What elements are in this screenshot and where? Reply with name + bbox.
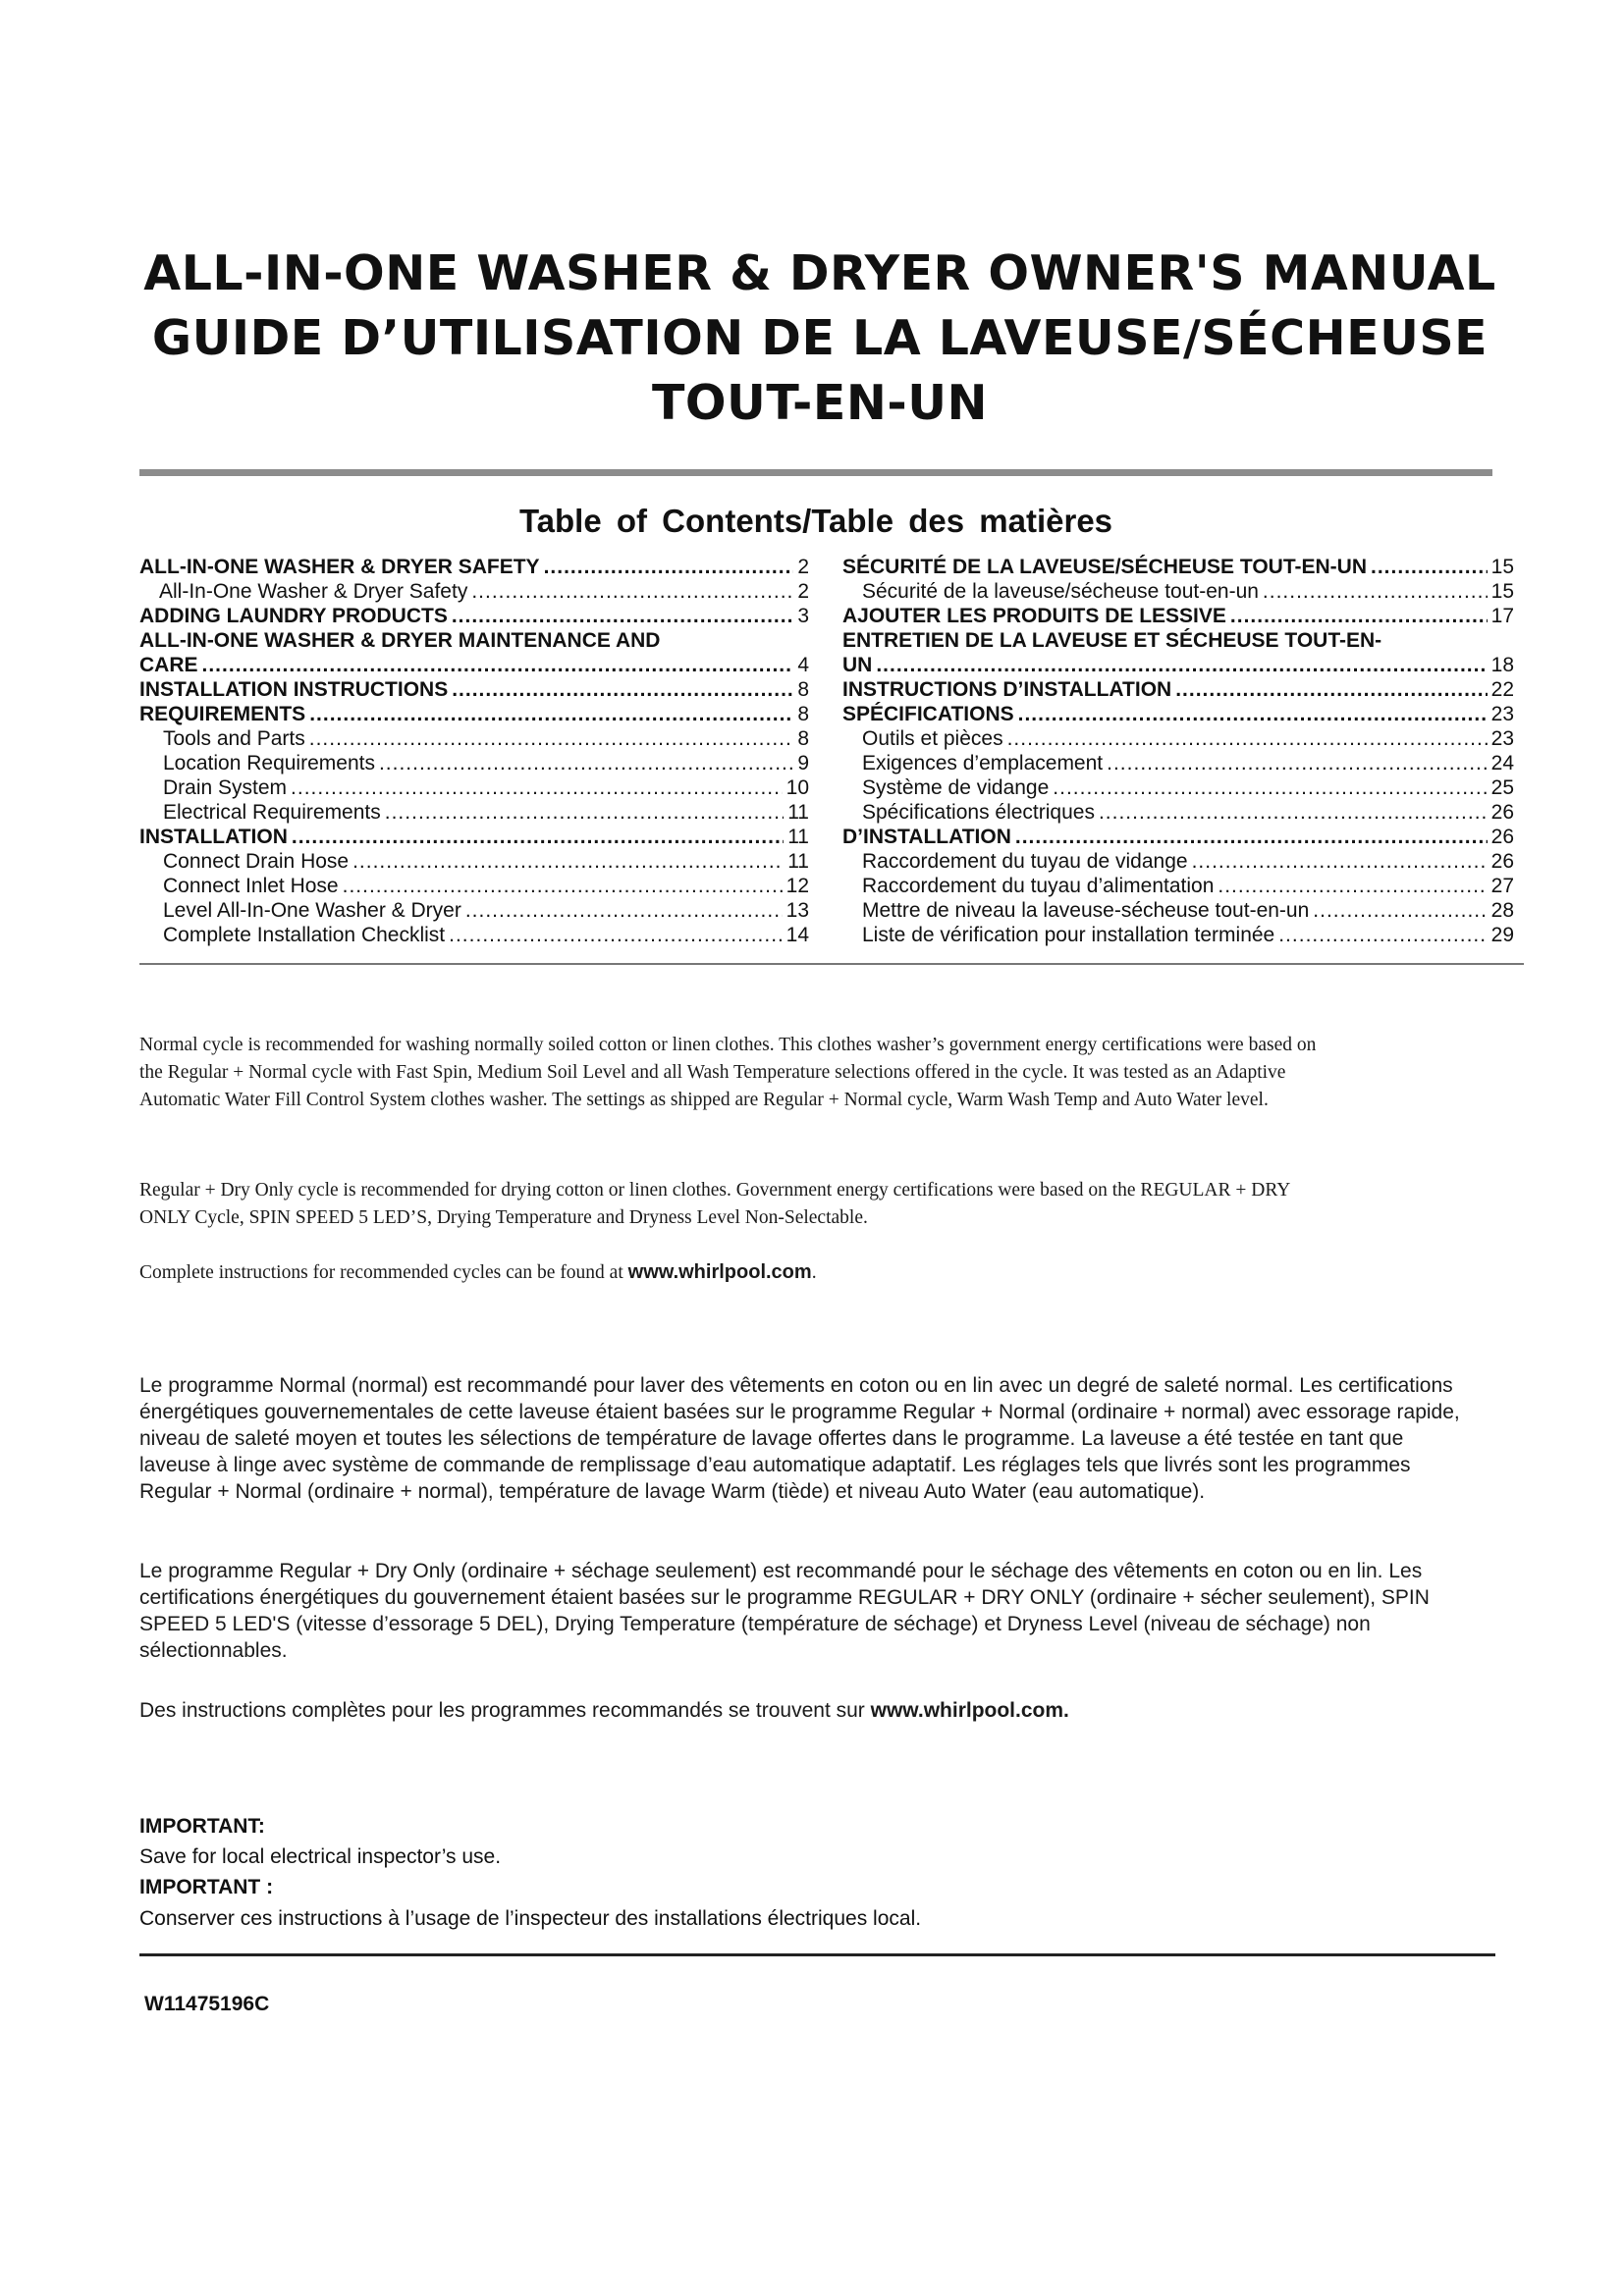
- french-normal-cycle-note: Le programme Normal (normal) est recommandé pour laver des vêtements en coton ou en lin avec un degré de saleté normal. Les certifications énergétiques gouvernementales de cette laveuse étaient basées sur le programme Regular + Normal (ordinaire + normal) avec essorage rapide, niveau de saleté moyen et toutes les sélections de température de lavage offertes dans le programme. La laveuse a été testée en tant que laveuse à linge avec système de commande de remplissage d’eau automatique adaptatif. Les réglages tels que livrés sont les programmes Regular + Normal (ordinaire + normal), température de lavage Warm (tiède) et niveau Auto Water (eau automatique).: [139, 1374, 1460, 1503]
- toc-entry[interactable]: ALL-IN-ONE WASHER & DRYER SAFETY ..... 2: [139, 555, 809, 579]
- toc-entry[interactable]: Complete Installation Checklist ..... 14: [139, 923, 809, 947]
- toc-entry[interactable]: Tools and Parts ..... 8: [139, 726, 809, 751]
- toc-page-number: 8: [797, 678, 809, 701]
- toc-page-number: 8: [797, 703, 809, 725]
- toc-entry[interactable]: All-In-One Washer & Dryer Safety ..... 2: [139, 579, 809, 604]
- english-normal-cycle-note: Normal cycle is recommended for washing normally soiled cotton or linen clothes. This clothes washer’s government energy certifications were based on the Regular + Normal cycle with Fast Spin, Medium Soil Level and all Wash Temperature selections offered in the cycle. It was tested as an Adaptive Automatic Water Fill Control System clothes washer. The settings as shipped are Regular + Normal cycle, Warm Wash Temp and Auto Water level.: [139, 1035, 1317, 1110]
- french-instructions-note: Des instructions complètes pour les programmes recommandés se trouvent sur www.whirlpool.com.: [139, 1699, 1069, 1722]
- toc-entry[interactable]: CARE ..... 4: [139, 653, 809, 677]
- toc-entry[interactable]: Outils et pièces ..... 23: [842, 726, 1514, 751]
- toc-page-number: 13: [785, 899, 809, 922]
- important-text-fr: Conserver ces instructions à l’usage de l’inspecteur des installations électriques local.: [139, 1907, 922, 1930]
- toc-entry[interactable]: Connect Inlet Hose ..... 12: [139, 874, 809, 898]
- toc-entry[interactable]: Level All-In-One Washer & Dryer ..... 13: [139, 898, 809, 923]
- footer-divider: [139, 1953, 1495, 1956]
- toc-entry[interactable]: UN ..... 18: [842, 653, 1514, 677]
- toc-page-number: 18: [1490, 654, 1514, 676]
- title-line-english: ALL-IN-ONE WASHER & DRYER OWNER'S MANUAL: [143, 245, 1496, 301]
- toc-entry[interactable]: Exigences d’emplacement ..... 24: [842, 751, 1514, 775]
- toc-page-number: 26: [1490, 826, 1514, 848]
- toc-entry[interactable]: SÉCURITÉ DE LA LAVEUSE/SÉCHEUSE TOUT-EN-UN ..... 15: [842, 555, 1514, 579]
- toc-entry[interactable]: INSTRUCTIONS D’INSTALLATION ..... 22: [842, 677, 1514, 702]
- toc-page-number: 26: [1490, 850, 1514, 873]
- english-instructions-note: Complete instructions for recommended cycles can be found at www.whirlpool.com.: [139, 1261, 817, 1283]
- french-dry-cycle-note: Le programme Regular + Dry Only (ordinaire + séchage seulement) est recommandé pour le séchage des vêtements en coton ou en lin. Les certifications énergétiques du gouvernement étaient basées sur le programme REGULAR + DRY ONLY (ordinaire + sécher seulement), SPIN SPEED 5 LED'S (vitesse d’essorage 5 DEL), Drying Temperature (température de séchage) et Dryness Level (niveau de séchage) non sélectionnables.: [139, 1560, 1430, 1662]
- toc-english-column: [139, 555, 809, 947]
- toc-divider: [139, 963, 1524, 965]
- important-text-en: Save for local electrical inspector’s use.: [139, 1845, 502, 1868]
- english-dry-cycle-note: Regular + Dry Only cycle is recommended for drying cotton or linen clothes. Government energy certifications were based on the REGULAR + DRY ONLY Cycle, SPIN SPEED 5 LED’S, Drying Temperature and Dryness Level Non-Selectable.: [139, 1180, 1290, 1228]
- toc-page-number: 10: [785, 776, 809, 799]
- toc-entry[interactable]: Electrical Requirements ..... 11: [139, 800, 809, 825]
- toc-page-number: 23: [1490, 727, 1514, 750]
- toc-entry[interactable]: Liste de vérification pour installation terminée ..... 29: [842, 923, 1514, 947]
- toc-page-number: 15: [1490, 580, 1514, 603]
- toc-page-number: 2: [797, 556, 809, 578]
- toc-entry[interactable]: Raccordement du tuyau d’alimentation ..... 27: [842, 874, 1514, 898]
- toc-entry[interactable]: Système de vidange ..... 25: [842, 775, 1514, 800]
- toc-page-number: 4: [797, 654, 809, 676]
- toc-page-number: 8: [797, 727, 809, 750]
- toc-french-column: [842, 555, 1514, 947]
- toc-entry[interactable]: Raccordement du tuyau de vidange ..... 26: [842, 849, 1514, 874]
- toc-page-number: 22: [1490, 678, 1514, 701]
- toc-page-number: 11: [787, 801, 809, 824]
- toc-entry[interactable]: AJOUTER LES PRODUITS DE LESSIVE ..... 17: [842, 604, 1514, 628]
- toc-entry[interactable]: ALL-IN-ONE WASHER & DRYER MAINTENANCE AND: [139, 629, 661, 652]
- title-divider: [139, 469, 1492, 476]
- toc-page-number: 24: [1490, 752, 1514, 774]
- toc-entry[interactable]: ADDING LAUNDRY PRODUCTS ..... 3: [139, 604, 809, 628]
- toc-page-number: 3: [797, 605, 809, 627]
- toc-entry[interactable]: Mettre de niveau la laveuse-sécheuse tout-en-un ..... 28: [842, 898, 1514, 923]
- toc-entry[interactable]: REQUIREMENTS ..... 8: [139, 702, 809, 726]
- toc-page-number: 27: [1490, 875, 1514, 897]
- important-heading-fr: IMPORTANT :: [139, 1876, 274, 1898]
- toc-page-number: 26: [1490, 801, 1514, 824]
- important-heading-en: IMPORTANT:: [139, 1815, 265, 1838]
- toc-heading: Table of Contents/Table des matières: [518, 503, 1113, 539]
- toc-entry[interactable]: Sécurité de la laveuse/sécheuse tout-en-un ..... 15: [842, 579, 1514, 604]
- toc-entry[interactable]: INSTALLATION INSTRUCTIONS ..... 8: [139, 677, 809, 702]
- toc-page-number: 2: [797, 580, 809, 603]
- toc-entry[interactable]: ENTRETIEN DE LA LAVEUSE ET SÉCHEUSE TOUT-EN-: [842, 629, 1382, 652]
- website-link-en[interactable]: www.whirlpool.com: [627, 1261, 812, 1283]
- toc-entry[interactable]: Drain System ..... 10: [139, 775, 809, 800]
- toc-entry[interactable]: INSTALLATION ..... 11: [139, 825, 809, 849]
- toc-page-number: 25: [1490, 776, 1514, 799]
- document-code: W11475196C: [144, 1993, 270, 2015]
- toc-page-number: 11: [787, 826, 809, 848]
- manual-title: [128, 241, 1512, 436]
- toc-page-number: 12: [785, 875, 809, 897]
- title-line-french: GUIDE D’UTILISATION DE LA LAVEUSE/SÉCHEUSE: [151, 310, 1489, 366]
- toc-entry[interactable]: Location Requirements ..... 9: [139, 751, 809, 775]
- toc-page-number: 28: [1490, 899, 1514, 922]
- toc-page-number: 17: [1490, 605, 1514, 627]
- title-line-french-2: TOUT-EN-UN: [651, 375, 989, 431]
- toc-page-number: 9: [797, 752, 809, 774]
- website-link-fr[interactable]: www.whirlpool.com.: [870, 1699, 1069, 1722]
- toc-entry[interactable]: SPÉCIFICATIONS ..... 23: [842, 702, 1514, 726]
- toc-entry[interactable]: Connect Drain Hose ..... 11: [139, 849, 809, 874]
- toc-page-number: 29: [1490, 924, 1514, 946]
- toc-page-number: 14: [785, 924, 809, 946]
- toc-entry[interactable]: D’INSTALLATION ..... 26: [842, 825, 1514, 849]
- toc-page-number: 11: [787, 850, 809, 873]
- toc-page-number: 15: [1490, 556, 1514, 578]
- toc-page-number: 23: [1490, 703, 1514, 725]
- toc-entry[interactable]: Spécifications électriques ..... 26: [842, 800, 1514, 825]
